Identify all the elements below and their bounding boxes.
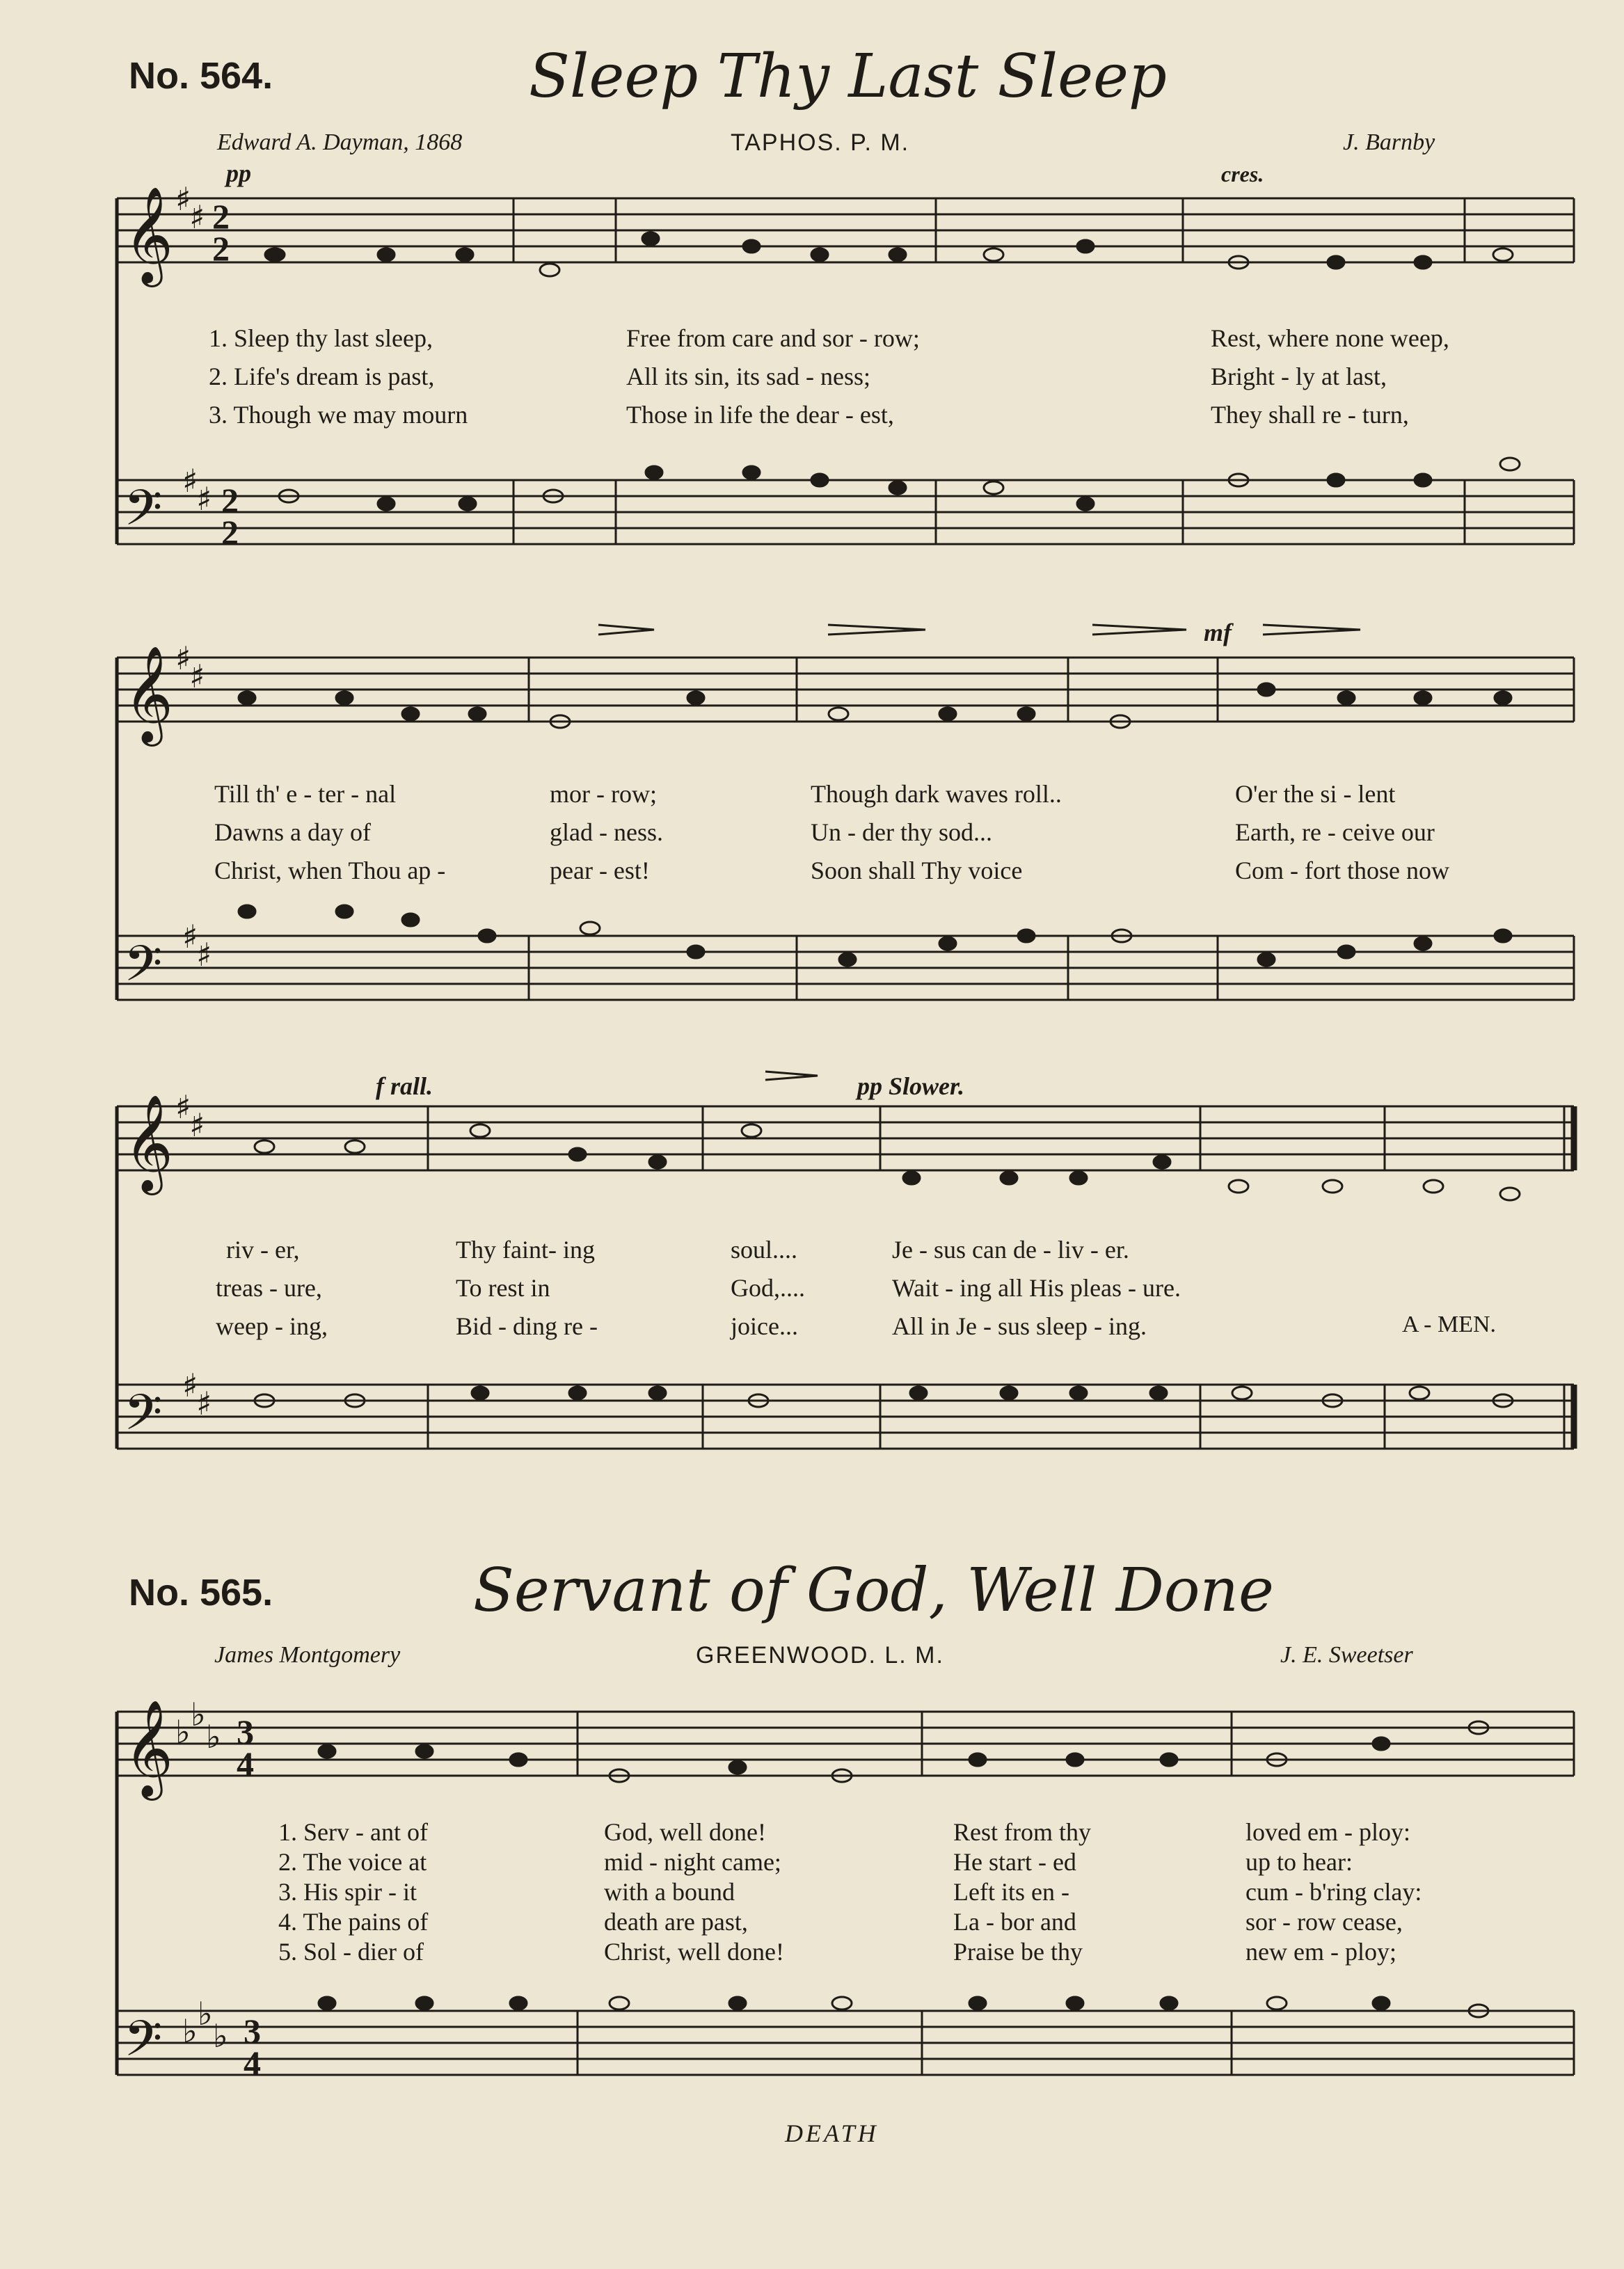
lyric: new em - ploy; xyxy=(1245,1938,1396,1966)
sharp-icon: ♯ xyxy=(182,1367,198,1404)
sharp-icon: ♯ xyxy=(175,639,191,677)
hymn-564-author: Edward A. Dayman, 1868 xyxy=(217,129,463,155)
flat-icon: ♭ xyxy=(206,1718,221,1756)
staff-s2-bass xyxy=(117,936,1574,1000)
sharp-icon: ♯ xyxy=(182,462,198,500)
lyric: Je - sus can de - liv - er. xyxy=(892,1236,1129,1264)
time-signature: 4 xyxy=(237,1744,254,1783)
treble-clef-icon: 𝄞 xyxy=(124,1094,173,1191)
lyric: weep - ing, xyxy=(216,1312,328,1340)
lyric: Thy faint- ing xyxy=(456,1236,595,1264)
lyric: Soon shall Thy voice xyxy=(811,857,1023,884)
lyric: 1. Sleep thy last sleep, xyxy=(209,324,433,352)
lyric: Though dark waves roll.. xyxy=(811,780,1062,808)
bass-clef-icon: 𝄢 xyxy=(124,479,163,549)
page-footer-section: DEATH xyxy=(785,2119,879,2147)
lyric: 3. His spir - it xyxy=(278,1878,417,1906)
lyric: He start - ed xyxy=(953,1848,1076,1876)
lyric: Christ, well done! xyxy=(604,1938,784,1966)
staff-s1-bass xyxy=(117,480,1574,544)
lyric: O'er the si - lent xyxy=(1235,780,1396,808)
lyric: God,.... xyxy=(731,1274,805,1302)
time-signature: 3 xyxy=(244,2012,261,2051)
lyric: sor - row cease, xyxy=(1245,1908,1403,1936)
time-signature: 4 xyxy=(244,2044,261,2083)
staff-s2-treble xyxy=(117,658,1574,722)
lyric: 1. Serv - ant of xyxy=(278,1818,428,1846)
treble-clef-icon: 𝄞 xyxy=(124,1700,173,1797)
hymn-564-composer: J. Barnby xyxy=(1343,129,1435,155)
flat-icon: ♭ xyxy=(191,1696,206,1733)
lyric: 4. The pains of xyxy=(278,1908,429,1936)
hairpins xyxy=(598,625,1360,1080)
hymn-565-author: James Montgomery xyxy=(214,1642,401,1668)
lyric: mor - row; xyxy=(550,780,657,808)
lyric: 2. Life's dream is past, xyxy=(209,363,435,390)
sharp-icon: ♯ xyxy=(182,918,198,955)
lyric: Christ, when Thou ap - xyxy=(214,857,446,884)
staff-565-bass xyxy=(117,2011,1574,2075)
lyric: La - bor and xyxy=(953,1908,1076,1936)
lyric: death are past, xyxy=(604,1908,748,1936)
bass-clef-icon: 𝄢 xyxy=(124,1384,163,1454)
lyric: Com - fort those now xyxy=(1235,857,1449,884)
lyric: loved em - ploy: xyxy=(1245,1818,1410,1846)
sharp-icon: ♯ xyxy=(189,198,205,236)
lyric: riv - er, xyxy=(226,1236,300,1264)
time-signature: 2 xyxy=(212,197,230,236)
time-signature: 2 xyxy=(212,229,230,268)
lyric: Dawns a day of xyxy=(214,818,371,846)
flat-icon: ♭ xyxy=(213,2017,228,2055)
lyric: treas - ure, xyxy=(216,1274,322,1302)
lyric: Bid - ding re - xyxy=(456,1312,598,1340)
hymn-564-number: No. 564. xyxy=(129,55,273,97)
lyric: 3. Though we may mourn xyxy=(209,401,468,429)
lyric: cum - b'ring clay: xyxy=(1245,1878,1422,1906)
lyric: Free from care and sor - row; xyxy=(626,324,920,352)
lyric: soul.... xyxy=(731,1236,798,1264)
sharp-icon: ♯ xyxy=(189,658,205,695)
lyric: Left its en - xyxy=(953,1878,1069,1906)
flat-icon: ♭ xyxy=(198,1995,213,2032)
dynamic-f-rall: f rall. xyxy=(376,1072,433,1100)
lyric: Rest, where none weep, xyxy=(1211,324,1449,352)
lyric: All its sin, its sad - ness; xyxy=(626,363,871,390)
time-signature: 2 xyxy=(221,481,239,520)
hymn-564-title: Sleep Thy Last Sleep xyxy=(529,42,1167,111)
sharp-icon: ♯ xyxy=(175,1088,191,1126)
lyric: God, well done! xyxy=(604,1818,766,1846)
amen: A - MEN. xyxy=(1402,1312,1497,1337)
bass-clef-icon: 𝄢 xyxy=(124,935,163,1005)
sharp-icon: ♯ xyxy=(196,1385,212,1422)
sharp-icon: ♯ xyxy=(196,480,212,518)
sharp-icon: ♯ xyxy=(196,936,212,973)
lyric: up to hear: xyxy=(1245,1848,1353,1876)
dynamic-pp: pp xyxy=(226,159,251,187)
dynamic-pp-slower: pp Slower. xyxy=(857,1072,965,1100)
sharp-icon: ♯ xyxy=(175,180,191,218)
lyric: Wait - ing all His pleas - ure. xyxy=(892,1274,1181,1302)
dynamic-cres: cres. xyxy=(1221,161,1264,186)
lyric: Un - der thy sod... xyxy=(811,818,992,846)
staff-s3-treble xyxy=(117,1106,1574,1170)
lyric: They shall re - turn, xyxy=(1211,401,1409,429)
dynamic-mf: mf xyxy=(1204,619,1232,646)
lyric: 5. Sol - dier of xyxy=(278,1938,424,1966)
lyric: joice... xyxy=(731,1312,798,1340)
flat-icon: ♭ xyxy=(182,2012,198,2050)
bass-clef-icon: 𝄢 xyxy=(124,2010,163,2080)
lyric: Earth, re - ceive our xyxy=(1235,818,1435,846)
hymn-565-composer: J. E. Sweetser xyxy=(1280,1642,1413,1668)
hymn-565-title: Servant of God, Well Done xyxy=(473,1556,1274,1625)
lyric: Praise be thy xyxy=(953,1938,1083,1966)
hymn-565-tune: GREENWOOD. L. M. xyxy=(696,1642,944,1669)
lyric: To rest in xyxy=(456,1274,550,1302)
staff-s3-bass xyxy=(117,1385,1574,1449)
treble-clef-icon: 𝄞 xyxy=(124,646,173,742)
lyric: All in Je - sus sleep - ing. xyxy=(892,1312,1147,1340)
lyric: with a bound xyxy=(604,1878,735,1906)
time-signature: 2 xyxy=(221,513,239,552)
lyric: pear - est! xyxy=(550,857,650,884)
lyric: Bright - ly at last, xyxy=(1211,363,1387,390)
lyric: mid - night came; xyxy=(604,1848,781,1876)
hymn-565-number: No. 565. xyxy=(129,1572,273,1614)
time-signature: 3 xyxy=(237,1712,254,1751)
lyric: Till th' e - ter - nal xyxy=(214,780,397,808)
sharp-icon: ♯ xyxy=(189,1106,205,1144)
hymn-564-tune: TAPHOS. P. M. xyxy=(731,129,910,156)
staff-565-treble xyxy=(117,1712,1574,1776)
treble-clef-icon: 𝄞 xyxy=(124,186,173,283)
staff-s1-treble xyxy=(117,198,1574,262)
lyric: Rest from thy xyxy=(953,1818,1091,1846)
lyric: Those in life the dear - est, xyxy=(626,401,894,429)
lyric: 2. The voice at xyxy=(278,1848,427,1876)
lyric: glad - ness. xyxy=(550,818,663,846)
flat-icon: ♭ xyxy=(175,1713,191,1751)
